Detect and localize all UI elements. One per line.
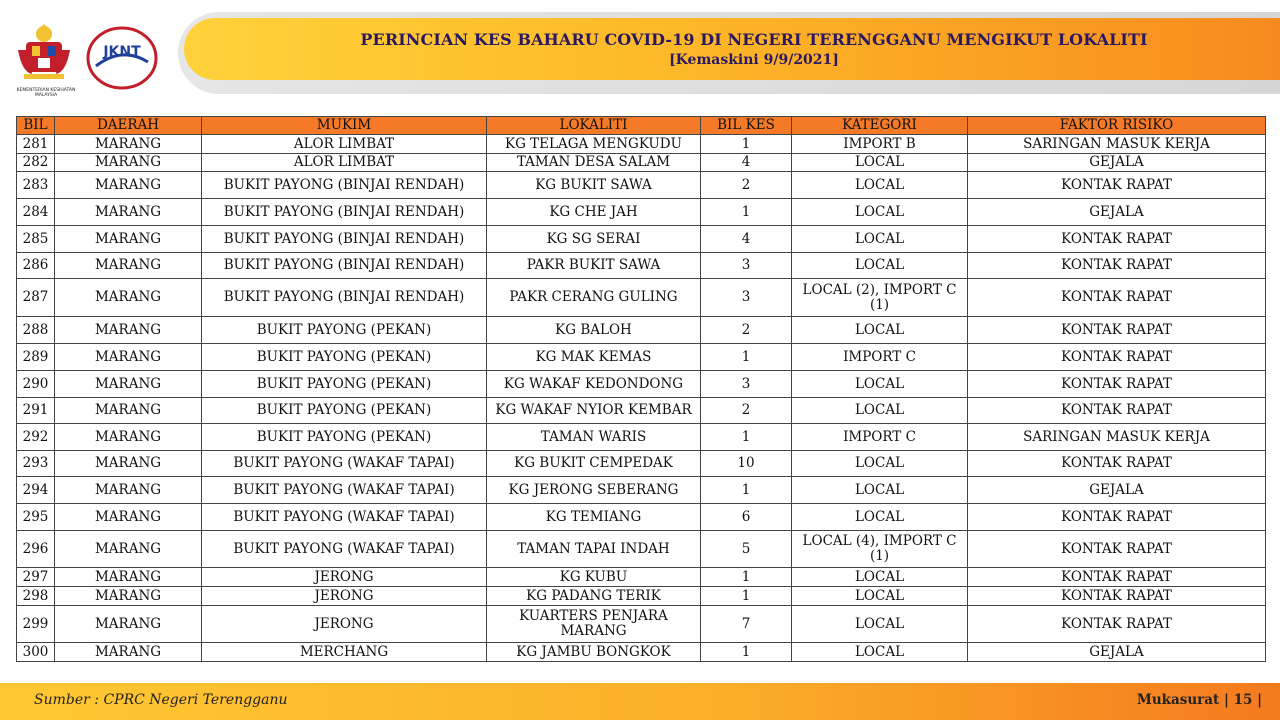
cell-bil: 296 <box>17 531 55 568</box>
table-row <box>17 504 1266 531</box>
cell-mukim: BUKIT PAYONG (BINJAI RENDAH) <box>202 226 487 253</box>
cell-kategori: LOCAL <box>792 451 968 477</box>
cell-daerah: MARANG <box>55 371 202 398</box>
cell-lokaliti: KG WAKAF NYIOR KEMBAR <box>487 398 701 424</box>
cell-bil-kes: 3 <box>701 279 792 317</box>
crest-caption: KEMENTERIAN KESIHATAN MALAYSIA <box>16 88 76 98</box>
malaysia-crest-icon <box>14 22 74 92</box>
column-header-bil-kes: BIL KES <box>701 117 792 135</box>
table-row <box>17 279 1266 317</box>
cell-faktor-risiko: KONTAK RAPAT <box>968 398 1266 424</box>
table-row <box>17 477 1266 504</box>
cell-bil-kes: 1 <box>701 135 792 154</box>
jknt-logo-text: JKNT <box>103 44 141 60</box>
cell-lokaliti: KG PADANG TERIK <box>487 587 701 606</box>
cell-bil: 288 <box>17 317 55 344</box>
cell-faktor-risiko: KONTAK RAPAT <box>968 587 1266 606</box>
cell-kategori: LOCAL <box>792 253 968 279</box>
cell-lokaliti: KG JAMBU BONGKOK <box>487 643 701 662</box>
cell-bil: 281 <box>17 135 55 154</box>
cell-kategori: LOCAL (2), IMPORT C (1) <box>792 279 968 317</box>
cell-mukim: BUKIT PAYONG (BINJAI RENDAH) <box>202 253 487 279</box>
cell-bil-kes: 6 <box>701 504 792 531</box>
cell-kategori: LOCAL <box>792 477 968 504</box>
table-body <box>17 135 1266 662</box>
table-row <box>17 398 1266 424</box>
cell-bil-kes: 3 <box>701 371 792 398</box>
cell-bil: 291 <box>17 398 55 424</box>
cell-mukim: JERONG <box>202 587 487 606</box>
cell-mukim: BUKIT PAYONG (PEKAN) <box>202 371 487 398</box>
cell-mukim: JERONG <box>202 606 487 643</box>
cell-bil-kes: 1 <box>701 199 792 226</box>
cell-faktor-risiko: KONTAK RAPAT <box>968 606 1266 643</box>
cell-daerah: MARANG <box>55 424 202 451</box>
cell-lokaliti: KG TELAGA MENGKUDU <box>487 135 701 154</box>
table-row <box>17 344 1266 371</box>
cell-faktor-risiko: KONTAK RAPAT <box>968 172 1266 199</box>
cell-kategori: LOCAL <box>792 226 968 253</box>
cell-bil-kes: 7 <box>701 606 792 643</box>
cell-bil: 293 <box>17 451 55 477</box>
cell-lokaliti: KG MAK KEMAS <box>487 344 701 371</box>
cell-bil: 285 <box>17 226 55 253</box>
cell-lokaliti: PAKR CERANG GULING <box>487 279 701 317</box>
cell-faktor-risiko: KONTAK RAPAT <box>968 371 1266 398</box>
cell-bil: 283 <box>17 172 55 199</box>
cell-bil: 294 <box>17 477 55 504</box>
cell-kategori: IMPORT C <box>792 344 968 371</box>
table-row <box>17 226 1266 253</box>
cell-lokaliti: KG WAKAF KEDONDONG <box>487 371 701 398</box>
cell-mukim: BUKIT PAYONG (BINJAI RENDAH) <box>202 279 487 317</box>
cell-bil-kes: 2 <box>701 172 792 199</box>
cell-faktor-risiko: GEJALA <box>968 477 1266 504</box>
cell-mukim: MERCHANG <box>202 643 487 662</box>
cell-daerah: MARANG <box>55 253 202 279</box>
table-row <box>17 643 1266 662</box>
cell-faktor-risiko: KONTAK RAPAT <box>968 253 1266 279</box>
column-header-kategori: KATEGORI <box>792 117 968 135</box>
table-row <box>17 424 1266 451</box>
table-row <box>17 135 1266 154</box>
cell-bil-kes: 3 <box>701 253 792 279</box>
cell-bil-kes: 2 <box>701 317 792 344</box>
cell-kategori: LOCAL <box>792 172 968 199</box>
cell-faktor-risiko: KONTAK RAPAT <box>968 344 1266 371</box>
table-row <box>17 451 1266 477</box>
cell-bil-kes: 1 <box>701 643 792 662</box>
table-row <box>17 531 1266 568</box>
cell-bil-kes: 1 <box>701 344 792 371</box>
cell-daerah: MARANG <box>55 135 202 154</box>
cell-mukim: ALOR LIMBAT <box>202 154 487 172</box>
cell-kategori: LOCAL <box>792 606 968 643</box>
cell-kategori: LOCAL <box>792 504 968 531</box>
column-header-lokaliti: LOKALITI <box>487 117 701 135</box>
cell-kategori: LOCAL <box>792 398 968 424</box>
table-row <box>17 199 1266 226</box>
cell-mukim: BUKIT PAYONG (WAKAF TAPAI) <box>202 451 487 477</box>
cell-mukim: JERONG <box>202 568 487 587</box>
table-row <box>17 253 1266 279</box>
cell-faktor-risiko: GEJALA <box>968 643 1266 662</box>
column-header-faktor-risiko: FAKTOR RISIKO <box>968 117 1266 135</box>
cell-bil: 292 <box>17 424 55 451</box>
cell-kategori: LOCAL <box>792 317 968 344</box>
cell-lokaliti: KG JERONG SEBERANG <box>487 477 701 504</box>
cell-faktor-risiko: KONTAK RAPAT <box>968 279 1266 317</box>
table-header-row <box>17 117 1266 135</box>
page-subtitle: [Kemaskini 9/9/2021] <box>669 52 839 68</box>
cell-kategori: LOCAL <box>792 371 968 398</box>
table-row <box>17 172 1266 199</box>
source-note: Sumber : CPRC Negeri Terengganu <box>34 692 288 708</box>
cell-daerah: MARANG <box>55 317 202 344</box>
cell-bil: 287 <box>17 279 55 317</box>
cell-lokaliti: KG BALOH <box>487 317 701 344</box>
cell-bil-kes: 1 <box>701 424 792 451</box>
cell-daerah: MARANG <box>55 344 202 371</box>
cell-kategori: LOCAL <box>792 643 968 662</box>
cell-lokaliti: KG BUKIT SAWA <box>487 172 701 199</box>
cell-bil: 295 <box>17 504 55 531</box>
table-row <box>17 317 1266 344</box>
column-header-mukim: MUKIM <box>202 117 487 135</box>
cell-faktor-risiko: KONTAK RAPAT <box>968 504 1266 531</box>
cell-mukim: BUKIT PAYONG (WAKAF TAPAI) <box>202 531 487 568</box>
cell-mukim: BUKIT PAYONG (BINJAI RENDAH) <box>202 172 487 199</box>
cell-daerah: MARANG <box>55 226 202 253</box>
jknt-logo-icon <box>86 26 158 90</box>
cell-mukim: BUKIT PAYONG (PEKAN) <box>202 317 487 344</box>
cases-table <box>16 116 1266 662</box>
cell-bil-kes: 10 <box>701 451 792 477</box>
cell-bil: 286 <box>17 253 55 279</box>
table-row <box>17 371 1266 398</box>
cell-mukim: BUKIT PAYONG (BINJAI RENDAH) <box>202 199 487 226</box>
cell-bil-kes: 5 <box>701 531 792 568</box>
cell-bil-kes: 4 <box>701 154 792 172</box>
cell-daerah: MARANG <box>55 606 202 643</box>
cell-mukim: BUKIT PAYONG (PEKAN) <box>202 344 487 371</box>
cell-bil: 290 <box>17 371 55 398</box>
cell-daerah: MARANG <box>55 451 202 477</box>
cell-mukim: BUKIT PAYONG (WAKAF TAPAI) <box>202 477 487 504</box>
cell-daerah: MARANG <box>55 172 202 199</box>
cell-bil: 300 <box>17 643 55 662</box>
cell-lokaliti: KUARTERS PENJARA MARANG <box>487 606 701 643</box>
cell-bil-kes: 1 <box>701 477 792 504</box>
cell-faktor-risiko: SARINGAN MASUK KERJA <box>968 424 1266 451</box>
page-title: PERINCIAN KES BAHARU COVID-19 DI NEGERI TERENGGANU MENGIKUT LOKALITI <box>360 30 1148 49</box>
cell-faktor-risiko: KONTAK RAPAT <box>968 226 1266 253</box>
column-header-bil: BIL <box>17 117 55 135</box>
cell-lokaliti: TAMAN TAPAI INDAH <box>487 531 701 568</box>
cell-kategori: LOCAL <box>792 568 968 587</box>
cell-bil-kes: 2 <box>701 398 792 424</box>
cell-lokaliti: TAMAN DESA SALAM <box>487 154 701 172</box>
cell-kategori: LOCAL <box>792 587 968 606</box>
cell-daerah: MARANG <box>55 587 202 606</box>
cell-lokaliti: KG CHE JAH <box>487 199 701 226</box>
cell-daerah: MARANG <box>55 568 202 587</box>
cell-kategori: IMPORT C <box>792 424 968 451</box>
cell-lokaliti: KG TEMIANG <box>487 504 701 531</box>
cell-lokaliti: KG SG SERAI <box>487 226 701 253</box>
cell-faktor-risiko: GEJALA <box>968 154 1266 172</box>
cell-lokaliti: KG KUBU <box>487 568 701 587</box>
cell-mukim: BUKIT PAYONG (PEKAN) <box>202 398 487 424</box>
cell-daerah: MARANG <box>55 504 202 531</box>
cell-kategori: LOCAL <box>792 154 968 172</box>
table-row <box>17 568 1266 587</box>
cell-daerah: MARANG <box>55 279 202 317</box>
cell-lokaliti: TAMAN WARIS <box>487 424 701 451</box>
cell-mukim: ALOR LIMBAT <box>202 135 487 154</box>
header-inner-band <box>184 18 1280 80</box>
cell-kategori: IMPORT B <box>792 135 968 154</box>
cell-mukim: BUKIT PAYONG (WAKAF TAPAI) <box>202 504 487 531</box>
cell-lokaliti: KG BUKIT CEMPEDAK <box>487 451 701 477</box>
cell-bil-kes: 1 <box>701 587 792 606</box>
table-row <box>17 587 1266 606</box>
table-row <box>17 154 1266 172</box>
cell-kategori: LOCAL <box>792 199 968 226</box>
cell-daerah: MARANG <box>55 477 202 504</box>
cell-bil: 284 <box>17 199 55 226</box>
page-number: Mukasurat | 15 | <box>1136 692 1262 708</box>
cell-bil: 282 <box>17 154 55 172</box>
cell-bil: 299 <box>17 606 55 643</box>
cell-faktor-risiko: KONTAK RAPAT <box>968 317 1266 344</box>
cell-mukim: BUKIT PAYONG (PEKAN) <box>202 424 487 451</box>
cell-bil: 298 <box>17 587 55 606</box>
logo-area <box>10 18 170 98</box>
cell-faktor-risiko: SARINGAN MASUK KERJA <box>968 135 1266 154</box>
cell-daerah: MARANG <box>55 154 202 172</box>
cell-bil: 289 <box>17 344 55 371</box>
cell-kategori: LOCAL (4), IMPORT C (1) <box>792 531 968 568</box>
cell-bil-kes: 1 <box>701 568 792 587</box>
cell-bil: 297 <box>17 568 55 587</box>
cell-faktor-risiko: KONTAK RAPAT <box>968 531 1266 568</box>
cell-faktor-risiko: GEJALA <box>968 199 1266 226</box>
cell-lokaliti: PAKR BUKIT SAWA <box>487 253 701 279</box>
cell-faktor-risiko: KONTAK RAPAT <box>968 451 1266 477</box>
cell-daerah: MARANG <box>55 398 202 424</box>
cell-bil-kes: 4 <box>701 226 792 253</box>
cell-faktor-risiko: KONTAK RAPAT <box>968 568 1266 587</box>
table-row <box>17 606 1266 643</box>
cell-daerah: MARANG <box>55 531 202 568</box>
cell-daerah: MARANG <box>55 643 202 662</box>
column-header-daerah: DAERAH <box>55 117 202 135</box>
cell-daerah: MARANG <box>55 199 202 226</box>
